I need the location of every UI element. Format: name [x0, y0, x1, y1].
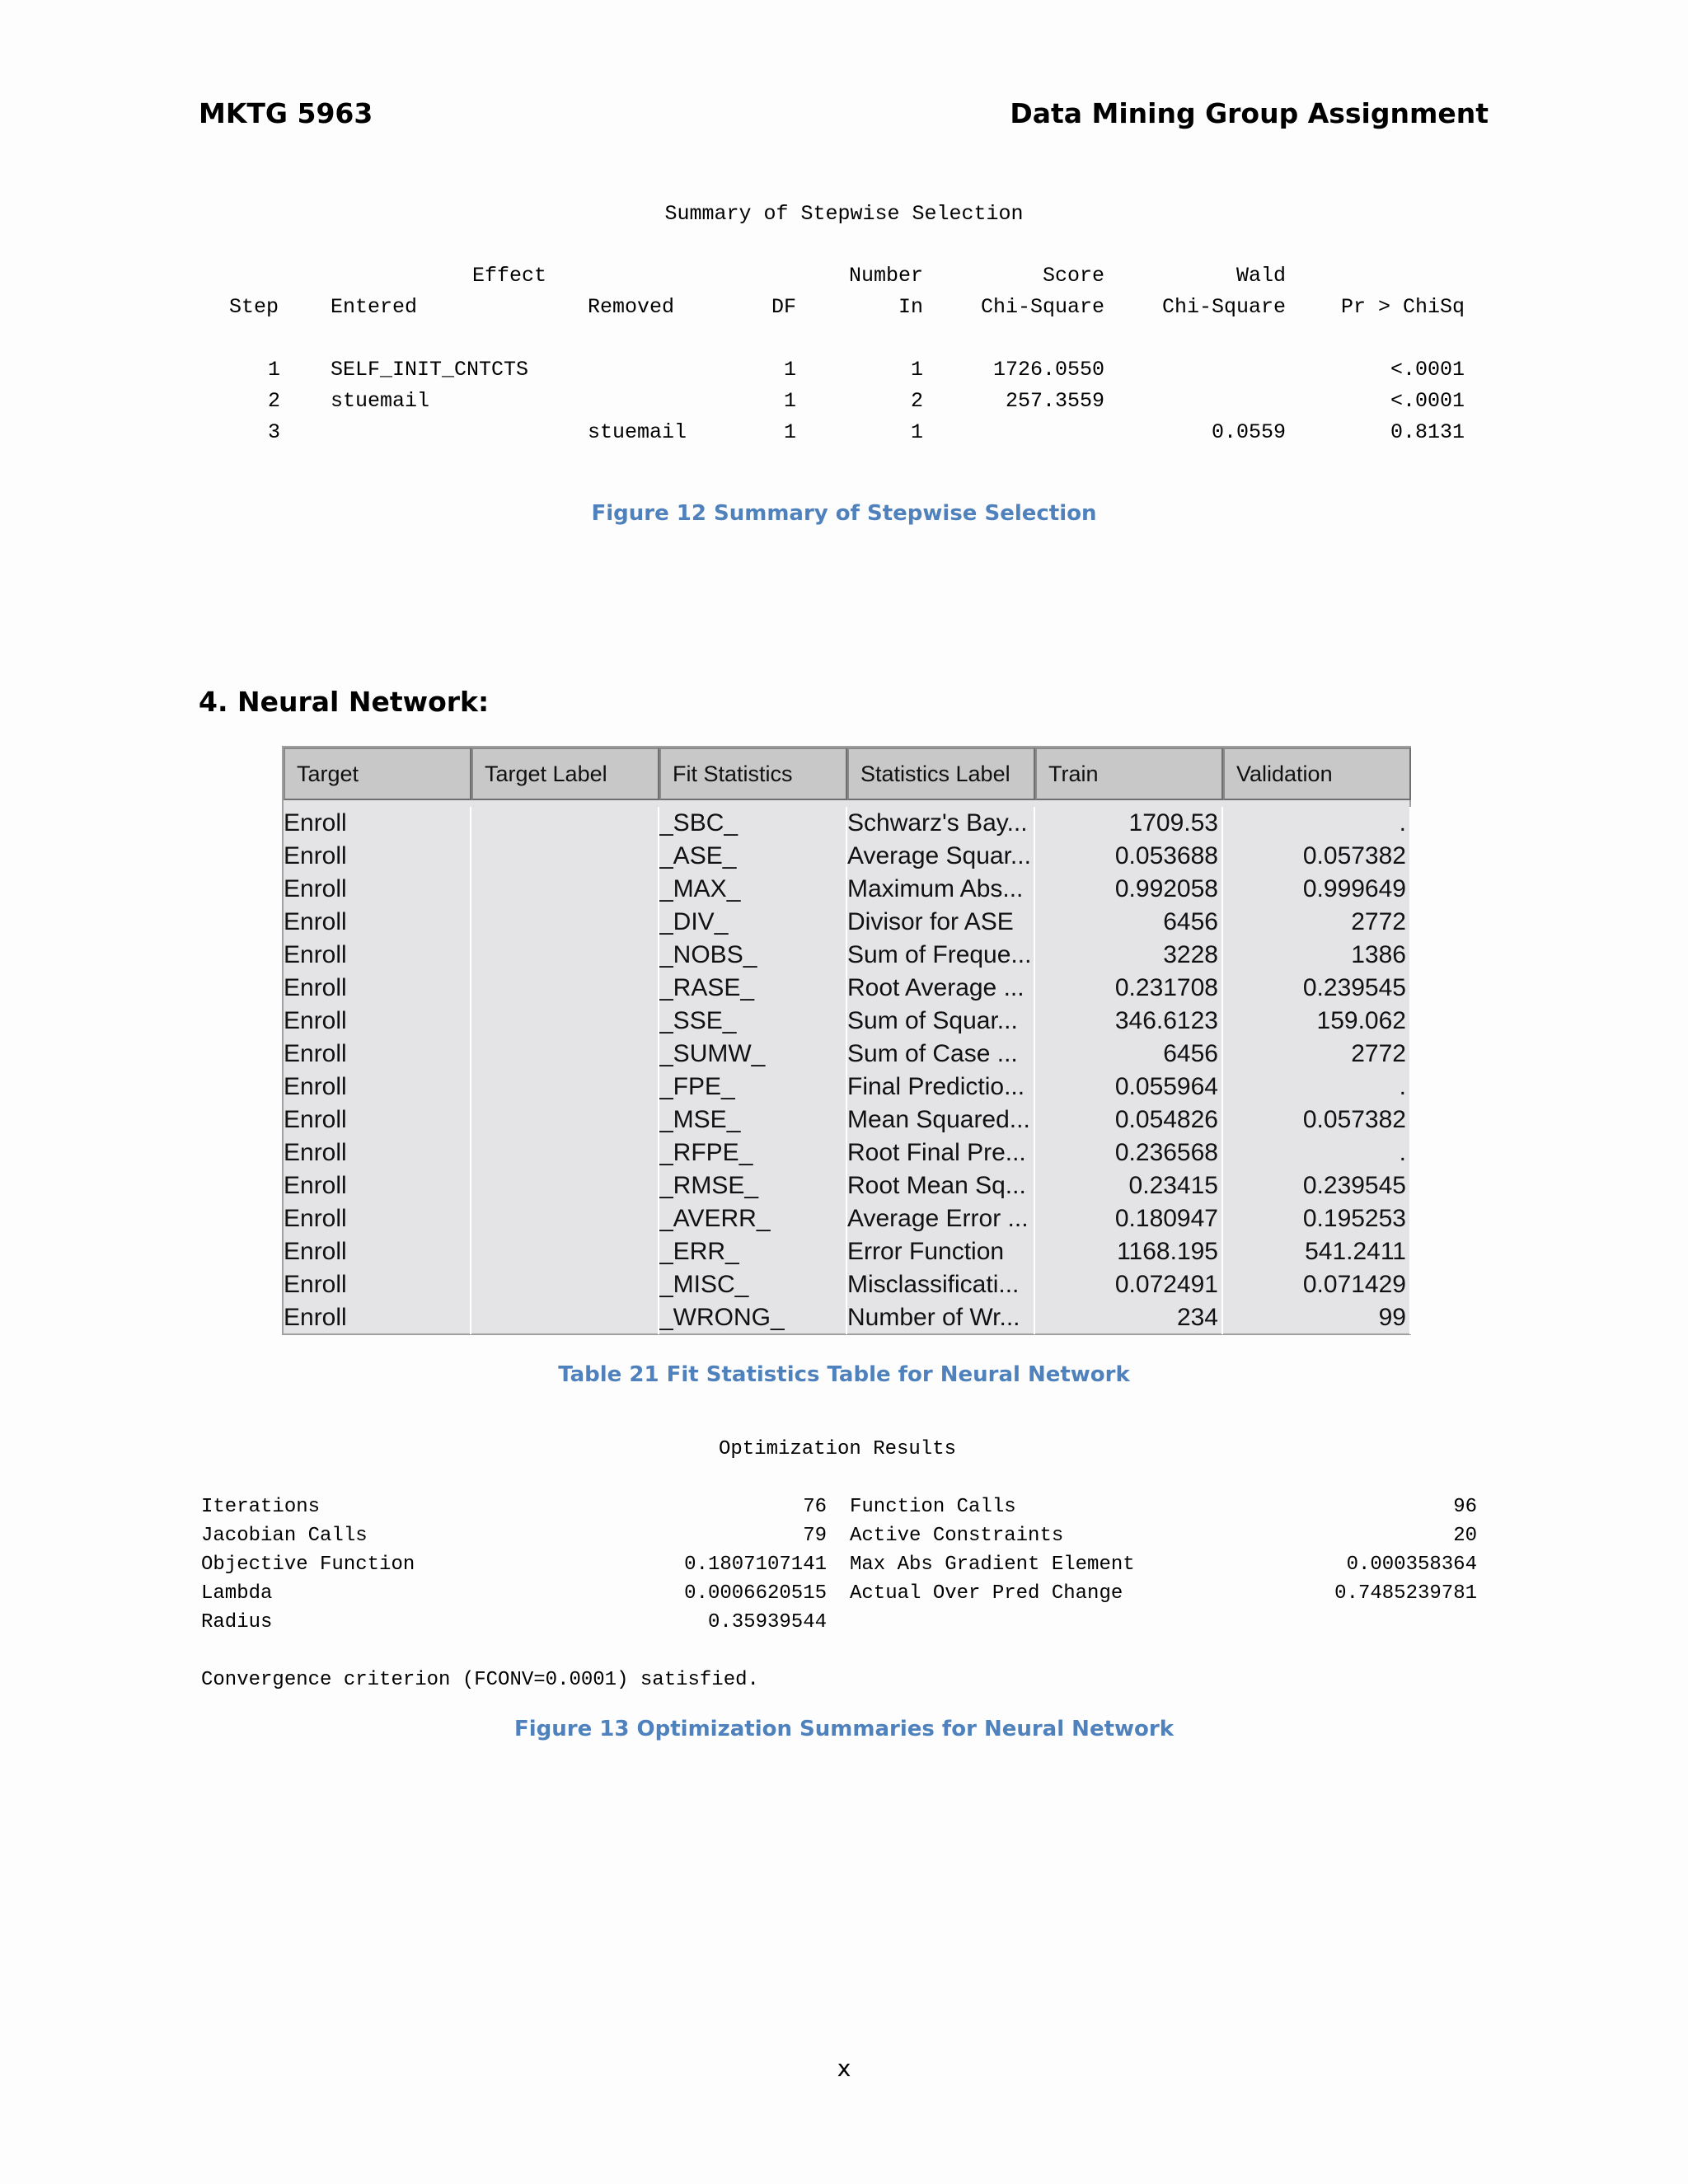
cell-validation: . [1223, 1071, 1411, 1104]
table-row[interactable] [284, 1104, 1409, 1137]
cell-statistics-label: Mean Squared... [847, 1104, 1035, 1137]
cell-target: Enroll [284, 1005, 471, 1038]
cell-target: Enroll [284, 1268, 471, 1301]
cell-train: 1168.195 [1035, 1235, 1223, 1268]
stepwise-entered: SELF_INIT_CNTCTS [331, 358, 529, 382]
table-row[interactable] [284, 1235, 1409, 1268]
cell-train: 0.236568 [1035, 1137, 1223, 1169]
cell-train: 0.180947 [1035, 1202, 1223, 1235]
cell-target-label [471, 939, 659, 972]
header-target[interactable]: Target [284, 748, 471, 800]
table-row[interactable] [284, 807, 1409, 840]
stepwise-entered: stuemail [331, 389, 430, 413]
cell-fit-statistic: _RFPE_ [659, 1137, 847, 1169]
cell-target-label [471, 807, 659, 840]
cell-target-label [471, 1202, 659, 1235]
cell-target: Enroll [284, 1301, 471, 1334]
opt-value: 76 [803, 1496, 827, 1518]
stepwise-step: 2 [267, 389, 280, 413]
header-target-label[interactable]: Target Label [471, 748, 659, 800]
col-pr: Pr > ChiSq [1340, 295, 1465, 319]
col-entered: Entered [331, 295, 418, 319]
stepwise-number-in: 2 [910, 389, 923, 413]
stepwise-pr: <.0001 [1390, 358, 1465, 382]
cell-target: Enroll [284, 1071, 471, 1104]
cell-train: 0.992058 [1035, 873, 1223, 906]
opt-value: 20 [1453, 1525, 1477, 1547]
table-row[interactable] [284, 1137, 1409, 1169]
opt-label: Function Calls [850, 1496, 1016, 1518]
cell-train: 234 [1035, 1301, 1223, 1334]
course-code: MKTG 5963 [199, 97, 373, 129]
opt-label: Max Abs Gradient Element [850, 1554, 1135, 1576]
cell-target: Enroll [284, 1169, 471, 1202]
cell-target: Enroll [284, 873, 471, 906]
stepwise-score-chi: 257.3559 [1005, 389, 1104, 413]
cell-target: Enroll [284, 1235, 471, 1268]
col-step: Step [229, 295, 279, 319]
table-row[interactable] [284, 939, 1409, 972]
cell-statistics-label: Root Average ... [847, 972, 1035, 1005]
opt-value: 0.35939544 [707, 1611, 827, 1633]
figure-12-caption: Figure 12 Summary of Stepwise Selection [591, 501, 1097, 526]
cell-statistics-label: Average Squar... [847, 840, 1035, 873]
cell-train: 6456 [1035, 1038, 1223, 1071]
cell-validation: 0.057382 [1223, 840, 1411, 873]
cell-validation: . [1223, 807, 1411, 840]
cell-validation: . [1223, 1137, 1411, 1169]
opt-value: 79 [803, 1525, 827, 1547]
cell-train: 6456 [1035, 906, 1223, 939]
cell-statistics-label: Sum of Case ... [847, 1038, 1035, 1071]
cell-train: 0.055964 [1035, 1071, 1223, 1104]
cell-statistics-label: Sum of Freque... [847, 939, 1035, 972]
cell-statistics-label: Error Function [847, 1235, 1035, 1268]
col-wald-chi: Chi-Square [1161, 295, 1286, 319]
header-train[interactable]: Train [1035, 748, 1223, 800]
table-row[interactable] [284, 1169, 1409, 1202]
col-in: In [898, 295, 923, 319]
stepwise-step: 3 [267, 420, 280, 444]
cell-fit-statistic: _MAX_ [659, 873, 847, 906]
fit-statistics-table [282, 746, 1411, 1335]
cell-target-label [471, 873, 659, 906]
cell-train: 1709.53 [1035, 807, 1223, 840]
stepwise-score-chi: 1726.0550 [992, 358, 1104, 382]
cell-validation: 2772 [1223, 906, 1411, 939]
cell-target-label [471, 1071, 659, 1104]
cell-train: 3228 [1035, 939, 1223, 972]
opt-label: Iterations [201, 1496, 321, 1518]
opt-label: Radius [201, 1611, 273, 1633]
col-effect: Effect [472, 264, 547, 288]
cell-target-label [471, 906, 659, 939]
section-title: 4. Neural Network: [199, 686, 490, 718]
stepwise-removed: stuemail [588, 420, 687, 444]
stepwise-wald-chi: 0.0559 [1211, 420, 1286, 444]
cell-statistics-label: Final Predictio... [847, 1071, 1035, 1104]
header-fit-statistics[interactable]: Fit Statistics [659, 748, 847, 800]
cell-statistics-label: Maximum Abs... [847, 873, 1035, 906]
opt-value: 0.0006620515 [684, 1582, 827, 1605]
cell-train: 0.231708 [1035, 972, 1223, 1005]
opt-label: Actual Over Pred Change [850, 1582, 1123, 1605]
stepwise-number-in: 1 [910, 358, 923, 382]
table-row[interactable] [284, 972, 1409, 1005]
col-df: DF [771, 295, 796, 319]
cell-target-label [471, 1169, 659, 1202]
cell-validation: 0.239545 [1223, 1169, 1411, 1202]
cell-validation: 0.999649 [1223, 873, 1411, 906]
table-row[interactable] [284, 1268, 1409, 1301]
table-row[interactable] [284, 1202, 1409, 1235]
stepwise-df: 1 [783, 389, 796, 413]
cell-train: 0.054826 [1035, 1104, 1223, 1137]
cell-target: Enroll [284, 1104, 471, 1137]
opt-value: 0.7485239781 [1334, 1582, 1477, 1605]
optimization-title: Optimization Results [718, 1438, 957, 1460]
cell-validation: 159.062 [1223, 1005, 1411, 1038]
col-removed: Removed [588, 295, 675, 319]
cell-statistics-label: Average Error ... [847, 1202, 1035, 1235]
stepwise-pr: 0.8131 [1390, 420, 1465, 444]
cell-validation: 0.071429 [1223, 1268, 1411, 1301]
stepwise-title: Summary of Stepwise Selection [664, 202, 1024, 226]
cell-validation: 0.057382 [1223, 1104, 1411, 1137]
cell-fit-statistic: _SSE_ [659, 1005, 847, 1038]
cell-target-label [471, 1268, 659, 1301]
col-number: Number [848, 264, 923, 288]
cell-fit-statistic: _NOBS_ [659, 939, 847, 972]
table-row[interactable] [284, 1301, 1409, 1334]
table-row[interactable] [284, 1071, 1409, 1104]
cell-target: Enroll [284, 1202, 471, 1235]
stepwise-step: 1 [267, 358, 280, 382]
cell-target-label [471, 1038, 659, 1071]
opt-value: 0.000358364 [1346, 1554, 1477, 1576]
cell-fit-statistic: _WRONG_ [659, 1301, 847, 1334]
table-row[interactable] [284, 1005, 1409, 1038]
cell-statistics-label: Misclassificati... [847, 1268, 1035, 1301]
cell-fit-statistic: _RASE_ [659, 972, 847, 1005]
cell-statistics-label: Number of Wr... [847, 1301, 1035, 1334]
cell-statistics-label: Divisor for ASE [847, 906, 1035, 939]
cell-target-label [471, 1005, 659, 1038]
cell-target-label [471, 840, 659, 873]
page-number: x [837, 2055, 851, 2082]
figure-13-caption: Figure 13 Optimization Summaries for Neural Network [514, 1717, 1174, 1741]
cell-validation: 541.2411 [1223, 1235, 1411, 1268]
opt-label: Objective Function [201, 1554, 415, 1576]
cell-fit-statistic: _SUMW_ [659, 1038, 847, 1071]
stepwise-pr: <.0001 [1390, 389, 1465, 413]
cell-fit-statistic: _MSE_ [659, 1104, 847, 1137]
table-row[interactable] [284, 873, 1409, 906]
cell-target: Enroll [284, 840, 471, 873]
opt-value: 96 [1453, 1496, 1477, 1518]
cell-fit-statistic: _SBC_ [659, 807, 847, 840]
col-score: Score [1042, 264, 1104, 288]
table-row[interactable] [284, 906, 1409, 939]
cell-target-label [471, 972, 659, 1005]
cell-validation: 1386 [1223, 939, 1411, 972]
cell-fit-statistic: _DIV_ [659, 906, 847, 939]
cell-train: 346.6123 [1035, 1005, 1223, 1038]
cell-target: Enroll [284, 972, 471, 1005]
cell-validation: 99 [1223, 1301, 1411, 1334]
cell-target-label [471, 1137, 659, 1169]
cell-fit-statistic: _FPE_ [659, 1071, 847, 1104]
header-statistics-label[interactable]: Statistics Label [847, 748, 1035, 800]
cell-validation: 2772 [1223, 1038, 1411, 1071]
cell-statistics-label: Schwarz's Bay... [847, 807, 1035, 840]
opt-label: Lambda [201, 1582, 273, 1605]
cell-target: Enroll [284, 1137, 471, 1169]
cell-target-label [471, 1104, 659, 1137]
col-score-chi: Chi-Square [980, 295, 1104, 319]
convergence-note: Convergence criterion (FCONV=0.0001) satisfied. [201, 1669, 759, 1691]
cell-fit-statistic: _ASE_ [659, 840, 847, 873]
table-21-caption: Table 21 Fit Statistics Table for Neural Network [558, 1362, 1130, 1387]
cell-target: Enroll [284, 939, 471, 972]
opt-value: 0.1807107141 [684, 1554, 827, 1576]
stepwise-number-in: 1 [910, 420, 923, 444]
cell-statistics-label: Root Final Pre... [847, 1137, 1035, 1169]
stepwise-df: 1 [783, 358, 796, 382]
table-row[interactable] [284, 1038, 1409, 1071]
cell-validation: 0.239545 [1223, 972, 1411, 1005]
header-validation[interactable]: Validation [1223, 748, 1411, 800]
cell-target-label [471, 1235, 659, 1268]
cell-train: 0.053688 [1035, 840, 1223, 873]
opt-label: Active Constraints [850, 1525, 1064, 1547]
stepwise-df: 1 [783, 420, 796, 444]
col-wald: Wald [1236, 264, 1286, 288]
cell-validation: 0.195253 [1223, 1202, 1411, 1235]
cell-train: 0.072491 [1035, 1268, 1223, 1301]
document-title: Data Mining Group Assignment [1010, 97, 1489, 129]
cell-target: Enroll [284, 1038, 471, 1071]
cell-target-label [471, 1301, 659, 1334]
opt-label: Jacobian Calls [201, 1525, 368, 1547]
cell-fit-statistic: _ERR_ [659, 1235, 847, 1268]
cell-target: Enroll [284, 906, 471, 939]
cell-fit-statistic: _MISC_ [659, 1268, 847, 1301]
cell-fit-statistic: _RMSE_ [659, 1169, 847, 1202]
cell-target: Enroll [284, 807, 471, 840]
cell-statistics-label: Sum of Squar... [847, 1005, 1035, 1038]
cell-train: 0.23415 [1035, 1169, 1223, 1202]
cell-fit-statistic: _AVERR_ [659, 1202, 847, 1235]
table-row[interactable] [284, 840, 1409, 873]
cell-statistics-label: Root Mean Sq... [847, 1169, 1035, 1202]
